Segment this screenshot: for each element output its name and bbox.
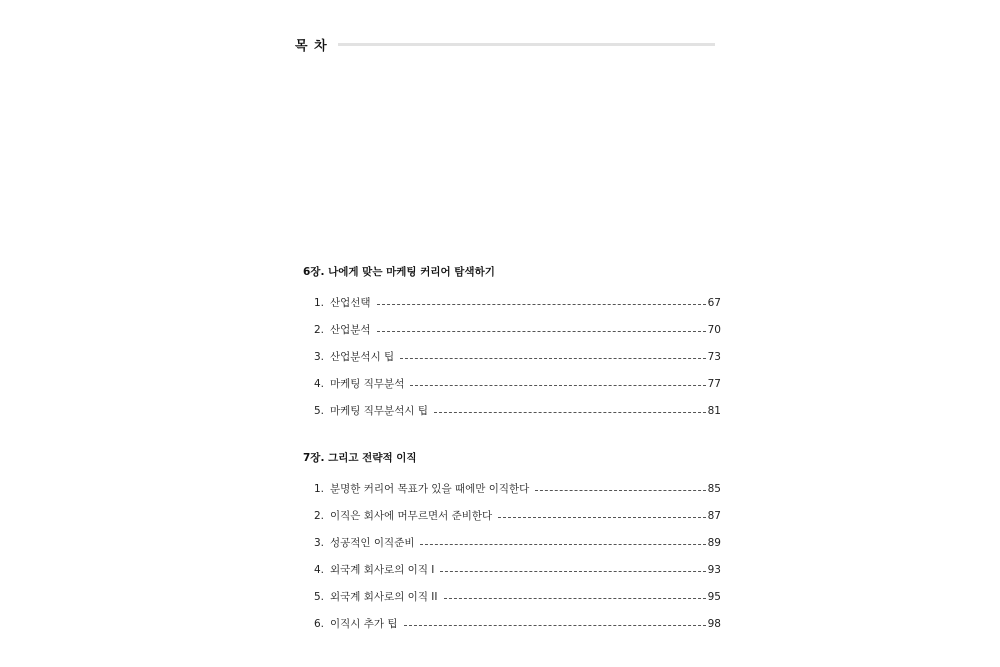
entry-page-number: 81 [707, 404, 721, 417]
entry-title: 외국계 회사로의 이직 I [330, 564, 435, 576]
entry-number: 1. [314, 482, 325, 495]
entry-number: 5. [314, 404, 325, 417]
toc-header [295, 34, 715, 54]
entry-page-number: 89 [707, 536, 721, 549]
entry-title: 마케팅 직무분석 [330, 378, 405, 390]
entry-title: 산업분석 [330, 324, 371, 336]
entry-page-number: 77 [707, 377, 721, 390]
dot-leader [377, 330, 706, 332]
dot-leader [420, 543, 705, 545]
toc-entry[interactable] [303, 610, 721, 637]
toc-entry[interactable] [303, 529, 721, 556]
dot-leader [410, 384, 705, 386]
entry-page-number: 67 [707, 296, 721, 309]
page-title: 목 차 [295, 38, 328, 54]
entry-page-number: 95 [707, 590, 721, 603]
entry-number: 2. [314, 509, 325, 522]
toc-entry[interactable] [303, 583, 721, 610]
entry-title: 산업분석시 팁 [330, 351, 395, 363]
dot-leader [404, 624, 706, 626]
dot-leader [498, 516, 705, 518]
entry-title: 산업선택 [330, 297, 371, 309]
toc-entry[interactable] [303, 556, 721, 583]
entry-number: 5. [314, 590, 325, 603]
entry-page-number: 98 [707, 617, 721, 630]
entry-list [303, 475, 722, 637]
dot-leader [434, 411, 706, 413]
entry-title: 이직시 추가 팁 [330, 618, 398, 630]
entry-title: 외국계 회사로의 이직 II [330, 591, 438, 603]
title-rule [338, 43, 715, 46]
toc-entry[interactable] [303, 343, 721, 370]
entry-number: 1. [314, 296, 325, 309]
entry-title: 성공적인 이직준비 [330, 537, 415, 549]
toc-entry[interactable] [303, 316, 721, 343]
entry-page-number: 87 [707, 509, 721, 522]
entry-page-number: 85 [707, 482, 721, 495]
dot-leader [444, 597, 706, 599]
entry-number: 6. [314, 617, 325, 630]
chapter-6 [303, 263, 722, 424]
chapter-title: 7장. 그리고 전략적 이직 [303, 452, 417, 464]
entry-number: 2. [314, 323, 325, 336]
entry-page-number: 70 [707, 323, 721, 336]
chapter-7 [303, 449, 722, 637]
dot-leader [400, 357, 705, 359]
dot-leader [377, 303, 706, 305]
chapter-title: 6장. 나에게 맞는 마케팅 커리어 탐색하기 [303, 266, 495, 278]
entry-title: 이직은 회사에 머무르면서 준비한다 [330, 510, 493, 522]
entry-number: 4. [314, 563, 325, 576]
dot-leader [535, 489, 705, 491]
entry-list [303, 289, 722, 424]
toc-entry[interactable] [303, 370, 721, 397]
toc-entry[interactable] [303, 289, 721, 316]
entry-number: 3. [314, 536, 325, 549]
entry-number: 4. [314, 377, 325, 390]
dot-leader [440, 570, 705, 572]
entry-title: 마케팅 직무분석시 팁 [330, 405, 428, 417]
toc-entry[interactable] [303, 475, 721, 502]
toc-entry[interactable] [303, 502, 721, 529]
entry-title: 분명한 커리어 목표가 있을 때에만 이직한다 [330, 483, 530, 495]
entry-page-number: 73 [707, 350, 721, 363]
entry-number: 3. [314, 350, 325, 363]
entry-page-number: 93 [707, 563, 721, 576]
toc-entry[interactable] [303, 397, 721, 424]
